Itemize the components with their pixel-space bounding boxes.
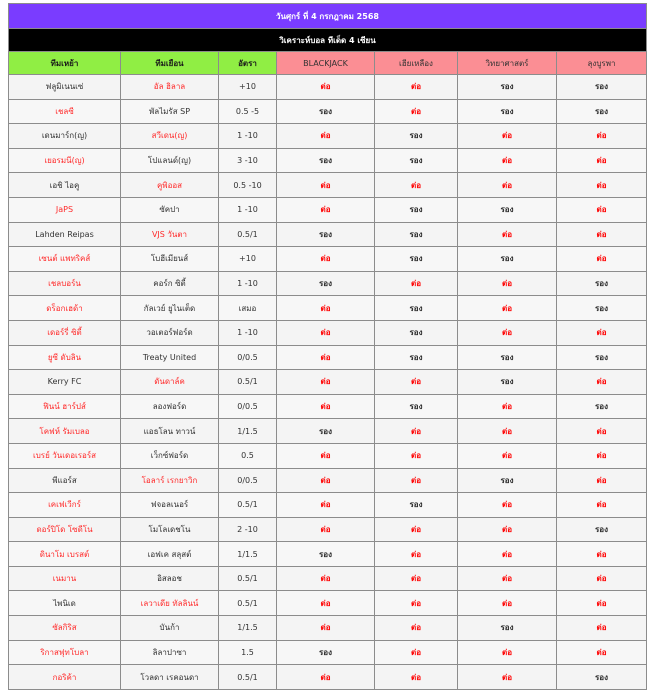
- pick-blackjack: ต่อ: [277, 616, 375, 641]
- home-team: เดนมาร์ก(ญ): [9, 124, 121, 149]
- table-row: [9, 468, 647, 493]
- handicap-rate: 0.5 -10: [219, 173, 277, 198]
- handicap-rate: 1/1.5: [219, 419, 277, 444]
- pick-hia-lueang: รอง: [375, 124, 458, 149]
- away-team: ดันดาล์ค: [121, 370, 219, 395]
- table-row: [9, 591, 647, 616]
- handicap-rate: 1/1.5: [219, 616, 277, 641]
- handicap-rate: 0/0.5: [219, 394, 277, 419]
- away-team: โบฮีเมียนส์: [121, 247, 219, 272]
- pick-witthayasat: รอง: [458, 345, 557, 370]
- home-team: เยอรมนี(ญ): [9, 148, 121, 173]
- pick-blackjack: รอง: [277, 542, 375, 567]
- handicap-rate: 0.5/1: [219, 566, 277, 591]
- home-team: Lahden Reipas: [9, 222, 121, 247]
- pick-lung-burapha: รอง: [557, 296, 647, 321]
- pick-lung-burapha: ต่อ: [557, 566, 647, 591]
- pick-hia-lueang: ต่อ: [375, 173, 458, 198]
- pick-witthayasat: ต่อ: [458, 419, 557, 444]
- home-team: ยูซี ดับลิน: [9, 345, 121, 370]
- pick-hia-lueang: ต่อ: [375, 468, 458, 493]
- away-team: อัล ฮิลาล: [121, 75, 219, 100]
- pick-witthayasat: ต่อ: [458, 124, 557, 149]
- table-row: [9, 173, 647, 198]
- pick-witthayasat: รอง: [458, 197, 557, 222]
- table-row: [9, 419, 647, 444]
- pick-witthayasat: ต่อ: [458, 591, 557, 616]
- pick-blackjack: ต่อ: [277, 443, 375, 468]
- away-team: โปแลนด์(ญ): [121, 148, 219, 173]
- home-team: กอริค้า: [9, 665, 121, 690]
- table-row: [9, 124, 647, 149]
- pick-lung-burapha: รอง: [557, 665, 647, 690]
- home-team: เชลบอร์น: [9, 271, 121, 296]
- away-team: เอฟเค สลุสต์: [121, 542, 219, 567]
- table-row: [9, 296, 647, 321]
- pick-witthayasat: รอง: [458, 616, 557, 641]
- pick-blackjack: ต่อ: [277, 173, 375, 198]
- away-team: วอเตอร์ฟอร์ด: [121, 320, 219, 345]
- away-team: สวีเดน(ญ): [121, 124, 219, 149]
- handicap-rate: 1/1.5: [219, 542, 277, 567]
- pick-lung-burapha: ต่อ: [557, 493, 647, 518]
- table-row: [9, 148, 647, 173]
- table-row: [9, 640, 647, 665]
- pick-lung-burapha: ต่อ: [557, 370, 647, 395]
- pick-hia-lueang: ต่อ: [375, 665, 458, 690]
- pick-lung-burapha: ต่อ: [557, 591, 647, 616]
- handicap-rate: +10: [219, 247, 277, 272]
- table-row: [9, 493, 647, 518]
- pick-witthayasat: ต่อ: [458, 443, 557, 468]
- title-row: [9, 4, 647, 29]
- header-blackjack: BLACKJACK: [277, 52, 375, 75]
- table-row: [9, 394, 647, 419]
- pick-witthayasat: ต่อ: [458, 173, 557, 198]
- table-row: [9, 517, 647, 542]
- home-team: เคเฟเวีกร์: [9, 493, 121, 518]
- handicap-rate: 0.5/1: [219, 591, 277, 616]
- pick-blackjack: รอง: [277, 222, 375, 247]
- table-row: [9, 566, 647, 591]
- away-team: ซัคปา: [121, 197, 219, 222]
- table-row: [9, 75, 647, 100]
- home-team: JaPS: [9, 197, 121, 222]
- home-team: เชลซี: [9, 99, 121, 124]
- home-team: ฟินน์ ฮาร์ปส์: [9, 394, 121, 419]
- header-home: ทีมเหย้า: [9, 52, 121, 75]
- away-team: อิสลอช: [121, 566, 219, 591]
- pick-hia-lueang: ต่อ: [375, 75, 458, 100]
- pick-blackjack: ต่อ: [277, 197, 375, 222]
- header-away: ทีมเยือน: [121, 52, 219, 75]
- away-team: ฟจอลเนอร์: [121, 493, 219, 518]
- pick-witthayasat: รอง: [458, 75, 557, 100]
- pick-blackjack: รอง: [277, 419, 375, 444]
- table-row: [9, 616, 647, 641]
- handicap-rate: 2 -10: [219, 517, 277, 542]
- handicap-rate: 3 -10: [219, 148, 277, 173]
- table-row: [9, 197, 647, 222]
- home-team: ริกาสฟุทโบลา: [9, 640, 121, 665]
- pick-witthayasat: ต่อ: [458, 566, 557, 591]
- pick-hia-lueang: รอง: [375, 148, 458, 173]
- pick-witthayasat: รอง: [458, 247, 557, 272]
- pick-hia-lueang: รอง: [375, 296, 458, 321]
- home-team: เอชิ ไอคู: [9, 173, 121, 198]
- table-row: [9, 320, 647, 345]
- pick-lung-burapha: รอง: [557, 394, 647, 419]
- pick-witthayasat: รอง: [458, 99, 557, 124]
- home-team: ไพนิเด: [9, 591, 121, 616]
- handicap-rate: 0.5/1: [219, 493, 277, 518]
- pick-lung-burapha: รอง: [557, 99, 647, 124]
- home-team: เดอร์รี่ ซิตี้: [9, 320, 121, 345]
- away-team: พัลไมรัส SP: [121, 99, 219, 124]
- away-team: กัลเวย์ ยูไนเต็ด: [121, 296, 219, 321]
- pick-hia-lueang: รอง: [375, 320, 458, 345]
- pick-lung-burapha: รอง: [557, 75, 647, 100]
- table-row: [9, 271, 647, 296]
- pick-lung-burapha: รอง: [557, 345, 647, 370]
- handicap-rate: 1 -10: [219, 124, 277, 149]
- pick-hia-lueang: ต่อ: [375, 566, 458, 591]
- home-team: เนมาน: [9, 566, 121, 591]
- handicap-rate: 0.5/1: [219, 370, 277, 395]
- pick-hia-lueang: ต่อ: [375, 591, 458, 616]
- pick-blackjack: ต่อ: [277, 566, 375, 591]
- header-witthayasat: วิทยาศาสตร์: [458, 52, 557, 75]
- away-team: แอธโลน ทาวน์: [121, 419, 219, 444]
- pick-blackjack: ต่อ: [277, 247, 375, 272]
- pick-lung-burapha: ต่อ: [557, 419, 647, 444]
- away-team: เลวาเดีย ทัลลินน์: [121, 591, 219, 616]
- away-team: โอลาร์ เรกยาวิก: [121, 468, 219, 493]
- header-rate: อัตรา: [219, 52, 277, 75]
- home-team: พีแอร์ส: [9, 468, 121, 493]
- pick-witthayasat: ต่อ: [458, 517, 557, 542]
- pick-hia-lueang: รอง: [375, 394, 458, 419]
- pick-hia-lueang: รอง: [375, 493, 458, 518]
- subtitle-row: [9, 29, 647, 52]
- pick-lung-burapha: ต่อ: [557, 468, 647, 493]
- pick-witthayasat: ต่อ: [458, 296, 557, 321]
- pick-lung-burapha: ต่อ: [557, 616, 647, 641]
- away-team: VJS วันตา: [121, 222, 219, 247]
- pick-blackjack: ต่อ: [277, 591, 375, 616]
- pick-hia-lueang: รอง: [375, 197, 458, 222]
- pick-lung-burapha: ต่อ: [557, 148, 647, 173]
- away-team: โมโลเดชโน: [121, 517, 219, 542]
- handicap-rate: 0.5/1: [219, 665, 277, 690]
- pick-blackjack: ต่อ: [277, 320, 375, 345]
- pick-blackjack: ต่อ: [277, 665, 375, 690]
- pick-blackjack: รอง: [277, 271, 375, 296]
- home-team: ซัลกิริส: [9, 616, 121, 641]
- pick-witthayasat: ต่อ: [458, 222, 557, 247]
- pick-lung-burapha: รอง: [557, 517, 647, 542]
- pick-hia-lueang: ต่อ: [375, 271, 458, 296]
- tips-body: [9, 75, 647, 690]
- pick-lung-burapha: ต่อ: [557, 222, 647, 247]
- tips-table-wrapper: [8, 3, 646, 690]
- pick-lung-burapha: ต่อ: [557, 640, 647, 665]
- pick-lung-burapha: ต่อ: [557, 173, 647, 198]
- pick-lung-burapha: ต่อ: [557, 443, 647, 468]
- table-row: [9, 443, 647, 468]
- pick-hia-lueang: ต่อ: [375, 616, 458, 641]
- pick-witthayasat: ต่อ: [458, 542, 557, 567]
- table-row: [9, 99, 647, 124]
- pick-blackjack: ต่อ: [277, 370, 375, 395]
- pick-hia-lueang: ต่อ: [375, 370, 458, 395]
- pick-blackjack: รอง: [277, 640, 375, 665]
- home-team: โคฟห์ รัมเบลอ: [9, 419, 121, 444]
- pick-blackjack: รอง: [277, 99, 375, 124]
- pick-lung-burapha: ต่อ: [557, 542, 647, 567]
- page-title: วันศุกร์ ที่ 4 กรกฎาคม 2568: [9, 4, 647, 29]
- pick-hia-lueang: ต่อ: [375, 542, 458, 567]
- away-team: บันก้า: [121, 616, 219, 641]
- handicap-rate: 0/0.5: [219, 345, 277, 370]
- home-team: ดอร์ปิโด โซดีโน: [9, 517, 121, 542]
- pick-hia-lueang: ต่อ: [375, 640, 458, 665]
- pick-hia-lueang: รอง: [375, 222, 458, 247]
- pick-hia-lueang: ต่อ: [375, 517, 458, 542]
- away-team: ลิลาปาซา: [121, 640, 219, 665]
- table-row: [9, 665, 647, 690]
- header-row: [9, 52, 647, 75]
- pick-witthayasat: ต่อ: [458, 148, 557, 173]
- pick-lung-burapha: ต่อ: [557, 247, 647, 272]
- handicap-rate: เสมอ: [219, 296, 277, 321]
- handicap-rate: 0.5/1: [219, 222, 277, 247]
- pick-witthayasat: ต่อ: [458, 320, 557, 345]
- home-team: เซนต์ แพทริคส์: [9, 247, 121, 272]
- pick-blackjack: ต่อ: [277, 345, 375, 370]
- pick-witthayasat: ต่อ: [458, 640, 557, 665]
- table-row: [9, 247, 647, 272]
- home-team: ฟลูมิเนนเซ่: [9, 75, 121, 100]
- handicap-rate: 1 -10: [219, 197, 277, 222]
- pick-lung-burapha: ต่อ: [557, 320, 647, 345]
- handicap-rate: 0.5: [219, 443, 277, 468]
- pick-hia-lueang: รอง: [375, 345, 458, 370]
- pick-blackjack: ต่อ: [277, 75, 375, 100]
- header-hia-lueang: เฮียเหลือง: [375, 52, 458, 75]
- pick-witthayasat: ต่อ: [458, 493, 557, 518]
- handicap-rate: 1 -10: [219, 320, 277, 345]
- pick-hia-lueang: ต่อ: [375, 443, 458, 468]
- table-row: [9, 542, 647, 567]
- pick-witthayasat: รอง: [458, 468, 557, 493]
- table-row: [9, 345, 647, 370]
- pick-lung-burapha: ต่อ: [557, 124, 647, 149]
- home-team: Kerry FC: [9, 370, 121, 395]
- away-team: คอร์ก ซิตี้: [121, 271, 219, 296]
- pick-blackjack: ต่อ: [277, 124, 375, 149]
- pick-witthayasat: ต่อ: [458, 271, 557, 296]
- handicap-rate: 0/0.5: [219, 468, 277, 493]
- handicap-rate: 1.5: [219, 640, 277, 665]
- pick-blackjack: ต่อ: [277, 468, 375, 493]
- away-team: โวลดา เรคอนดา: [121, 665, 219, 690]
- away-team: คูพิออส: [121, 173, 219, 198]
- pick-hia-lueang: ต่อ: [375, 419, 458, 444]
- pick-blackjack: ต่อ: [277, 517, 375, 542]
- handicap-rate: +10: [219, 75, 277, 100]
- pick-witthayasat: ต่อ: [458, 394, 557, 419]
- handicap-rate: 0.5 -5: [219, 99, 277, 124]
- pick-blackjack: รอง: [277, 148, 375, 173]
- pick-blackjack: ต่อ: [277, 493, 375, 518]
- home-team: เบรย์ วันเดอเรอร์ส: [9, 443, 121, 468]
- home-team: ดร็อกเฮด้า: [9, 296, 121, 321]
- pick-lung-burapha: รอง: [557, 271, 647, 296]
- table-row: [9, 370, 647, 395]
- away-team: ลองฟอร์ด: [121, 394, 219, 419]
- pick-lung-burapha: ต่อ: [557, 197, 647, 222]
- pick-hia-lueang: ต่อ: [375, 99, 458, 124]
- table-row: [9, 222, 647, 247]
- page-subtitle: วิเคราะห์บอล ทีเด็ด 4 เซียน: [9, 29, 647, 52]
- pick-hia-lueang: รอง: [375, 247, 458, 272]
- pick-witthayasat: รอง: [458, 370, 557, 395]
- away-team: Treaty United: [121, 345, 219, 370]
- handicap-rate: 1 -10: [219, 271, 277, 296]
- home-team: ดินาโม เบรสต์: [9, 542, 121, 567]
- header-lung-burapha: ลุงบูรพา: [557, 52, 647, 75]
- tips-table: [8, 3, 647, 690]
- pick-blackjack: ต่อ: [277, 296, 375, 321]
- pick-witthayasat: ต่อ: [458, 665, 557, 690]
- away-team: เว็กซ์ฟอร์ด: [121, 443, 219, 468]
- pick-blackjack: ต่อ: [277, 394, 375, 419]
